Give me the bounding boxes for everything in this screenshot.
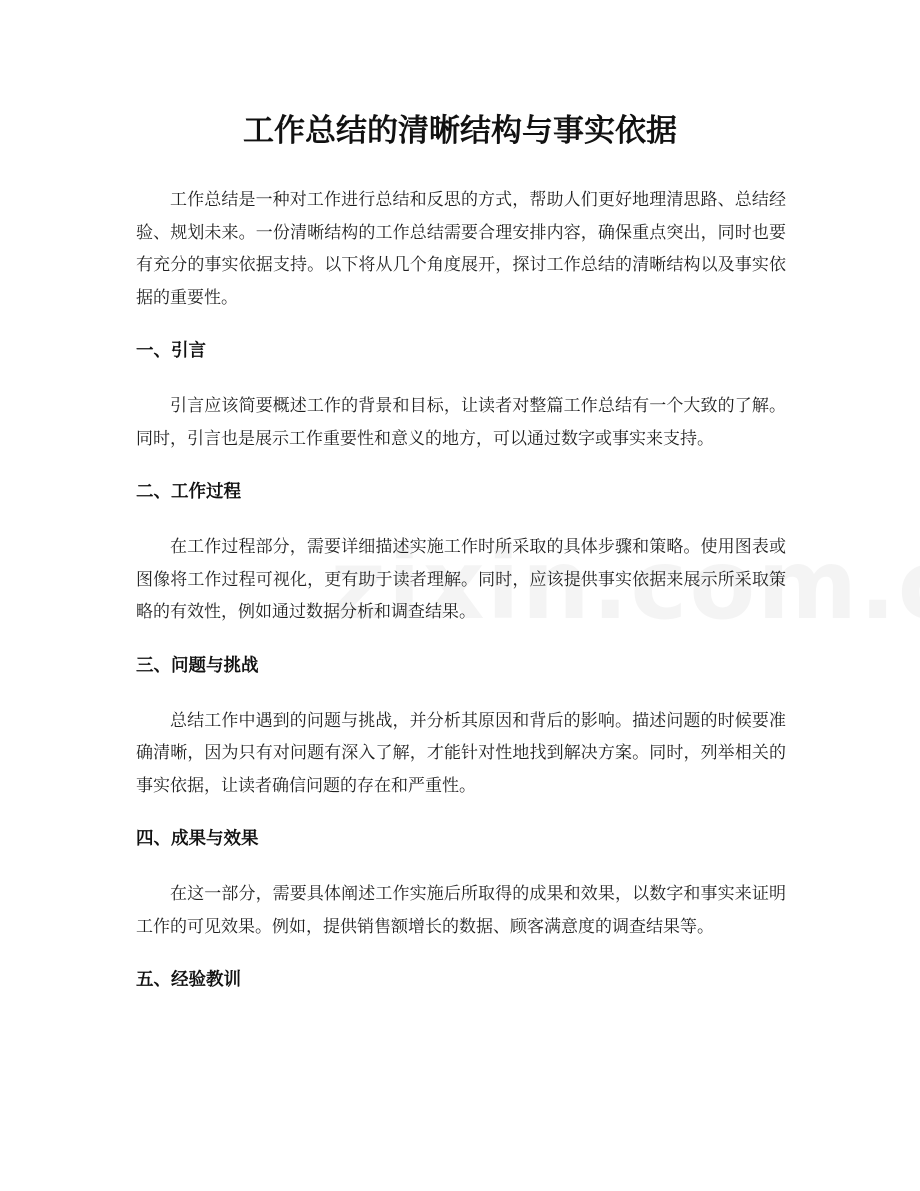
section-body-problems: 总结工作中遇到的问题与挑战，并分析其原因和背后的影响。描述问题的时候要准确清晰，因为只有对问题有深入了解，才能针对性地找到解决方案。同时，列举相关的事实依据，让读者确信问题的存在和严重性。	[136, 710, 786, 796]
section-heading-results: 四、成果与效果	[136, 829, 259, 849]
section-heading-introduction: 一、引言	[136, 341, 206, 361]
document-body	[136, 184, 786, 996]
intro-paragraph: 工作总结是一种对工作进行总结和反思的方式，帮助人们更好地理清思路、总结经验、规划未来。一份清晰结构的工作总结需要合理安排内容，确保重点突出，同时也要有充分的事实依据支持。以下将从几个角度展开，探讨工作总结的清晰结构以及事实依据的重要性。	[136, 190, 786, 308]
section-heading-problems: 三、问题与挑战	[136, 655, 259, 676]
section-heading-work-process: 二、工作过程	[136, 482, 241, 502]
section-body-results: 在这一部分，需要具体阐述工作实施后所取得的成果和效果，以数字和事实来证明工作的可见效果。例如，提供销售额增长的数据、顾客满意度的调查结果等。	[136, 884, 786, 937]
section-body-introduction: 引言应该简要概述工作的背景和目标，让读者对整篇工作总结有一个大致的了解。同时，引言也是展示工作重要性和意义的地方，可以通过数字或事实来支持。	[136, 396, 786, 449]
section-body-work-process: 在工作过程部分，需要详细描述实施工作时所采取的具体步骤和策略。使用图表或图像将工作过程可视化，更有助于读者理解。同时，应该提供事实依据来展示所采取策略的有效性，例如通过数据分析和调查结果。	[136, 537, 786, 622]
document-title: 工作总结的清晰结构与事实依据	[243, 113, 677, 149]
section-heading-lessons: 五、经验教训	[136, 970, 241, 990]
